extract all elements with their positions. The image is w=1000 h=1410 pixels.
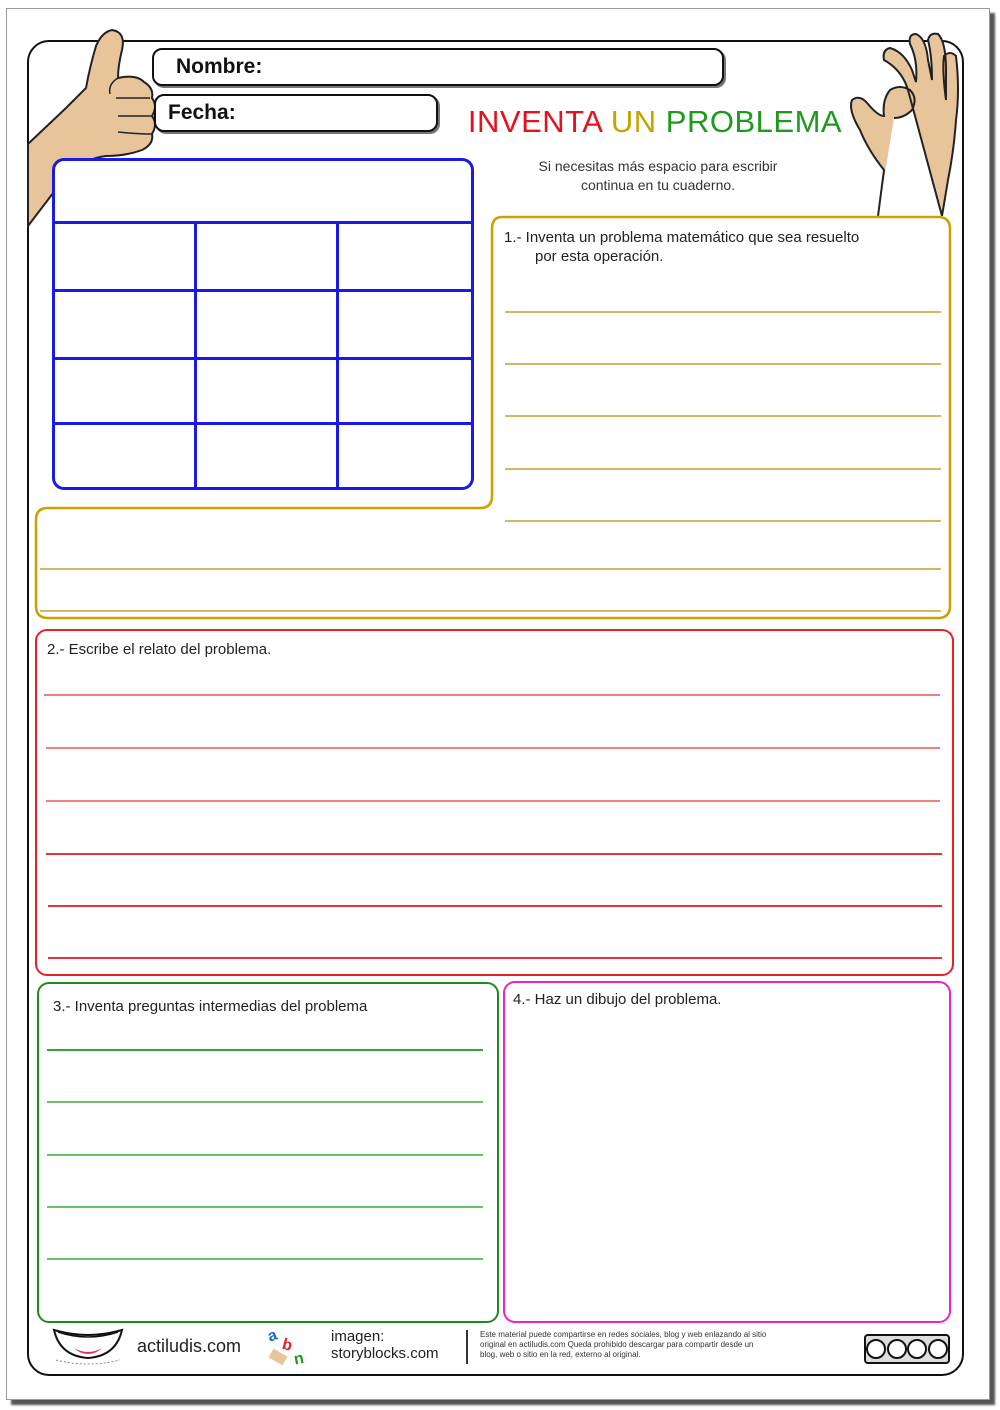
image-credit	[331, 1328, 439, 1362]
writing-line[interactable]	[46, 747, 940, 749]
writing-line[interactable]	[47, 1258, 483, 1260]
writing-line[interactable]	[47, 1206, 483, 1208]
abn-logo-icon	[264, 1326, 312, 1370]
license-note-line-1: Este material puede compartirse en redes sociales, blog y web enlazando al sitio	[480, 1330, 767, 1339]
section-3-box	[37, 982, 499, 1323]
creative-commons-icon	[864, 1334, 950, 1364]
abn-letter-n: n	[292, 1350, 306, 1369]
date-label: Fecha:	[168, 101, 236, 124]
subtitle-line-2: continua en tu cuaderno.	[580, 177, 736, 193]
section-1-line-1: 1.- Inventa un problema matemático que sea resuelto	[504, 229, 860, 246]
footer-divider	[466, 1330, 468, 1364]
writing-line[interactable]	[48, 957, 942, 959]
subtitle-line-1: Si necesitas más espacio para escribir	[538, 158, 778, 174]
drawing-area[interactable]	[503, 981, 951, 1323]
writing-line[interactable]	[47, 1049, 483, 1051]
writing-line[interactable]	[40, 610, 941, 612]
writing-line[interactable]	[40, 568, 941, 570]
title-word-inventa: INVENTA	[467, 104, 602, 139]
writing-line[interactable]	[46, 800, 940, 802]
abn-letter-b: b	[280, 1335, 295, 1355]
section-1-text	[504, 229, 934, 265]
writing-line[interactable]	[48, 905, 942, 907]
image-credit-source: storyblocks.com	[331, 1345, 439, 1362]
writing-line[interactable]	[505, 415, 941, 417]
footer-site: actiludis.com	[137, 1336, 242, 1356]
image-credit-label: imagen:	[331, 1328, 385, 1345]
section-2-box	[35, 629, 954, 976]
title-word-un: UN	[610, 104, 657, 139]
cc-circle-icon	[866, 1339, 886, 1359]
writing-line[interactable]	[47, 1154, 483, 1156]
writing-line[interactable]	[505, 363, 941, 365]
abn-letter-a: a	[265, 1326, 280, 1346]
section-1-line-2: por esta operación.	[535, 248, 664, 265]
license-note-line-3: blog, web o sitio en la red, externo al original.	[480, 1350, 641, 1359]
writing-line[interactable]	[44, 694, 940, 696]
section-3-label: 3.- Inventa preguntas intermedias del problema	[53, 998, 368, 1015]
writing-line[interactable]	[505, 468, 941, 470]
name-label: Nombre:	[176, 55, 263, 78]
license-note	[480, 1330, 850, 1360]
writing-line[interactable]	[505, 311, 941, 313]
section-2-label: 2.- Escribe el relato del problema.	[47, 641, 272, 658]
nc-circle-icon	[907, 1339, 927, 1359]
license-note-line-2: original en actiludis.com Queda prohibido descargar para compartir desde un	[480, 1340, 754, 1349]
title-word-problema: PROBLEMA	[665, 104, 843, 139]
sa-circle-icon	[928, 1339, 948, 1359]
writing-line[interactable]	[47, 1101, 483, 1103]
writing-line[interactable]	[505, 520, 941, 522]
by-circle-icon	[887, 1339, 907, 1359]
section-1-frame	[0, 0, 1000, 630]
section-4-label: 4.- Haz un dibujo del problema.	[513, 991, 722, 1008]
writing-line[interactable]	[46, 853, 942, 855]
smile-logo-icon	[50, 1326, 126, 1366]
